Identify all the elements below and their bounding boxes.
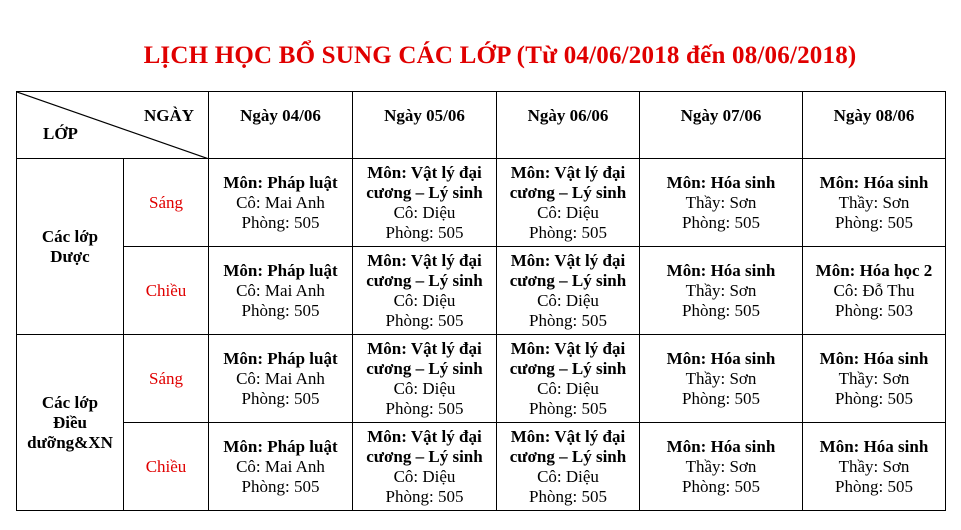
subject-name: Môn: Vật lý đại cương – Lý sinh xyxy=(509,426,627,466)
room-number: Phòng: 505 xyxy=(385,222,464,242)
day-header: Ngày 05/06 xyxy=(353,92,497,159)
day-header: Ngày 06/06 xyxy=(497,92,640,159)
page-title: LỊCH HỌC BỔ SUNG CÁC LỚP (Từ 04/06/2018 đến 08/06/2018) xyxy=(143,42,857,69)
room-number: Phòng: 505 xyxy=(241,212,320,232)
subject-name: Môn: Vật lý đại cương – Lý sinh xyxy=(366,338,483,378)
schedule-cell xyxy=(353,423,497,511)
session-label: Sáng xyxy=(124,159,209,247)
room-number: Phòng: 505 xyxy=(241,476,320,496)
corner-header xyxy=(17,92,209,159)
subject-name: Môn: Pháp luật xyxy=(223,348,338,368)
schedule-row xyxy=(17,335,946,423)
schedule-cell xyxy=(640,335,803,423)
schedule-cell xyxy=(209,159,353,247)
subject-name: Môn: Pháp luật xyxy=(223,260,338,280)
schedule-cell xyxy=(803,159,946,247)
room-number: Phòng: 503 xyxy=(835,300,913,320)
schedule-cell xyxy=(209,335,353,423)
class-group-label xyxy=(17,335,124,511)
room-number: Phòng: 505 xyxy=(682,388,760,408)
subject-name: Môn: Hóa học 2 xyxy=(815,260,933,280)
day-header: Ngày 04/06 xyxy=(209,92,353,159)
subject-name: Môn: Vật lý đại cương – Lý sinh xyxy=(509,250,627,290)
schedule-cell xyxy=(353,159,497,247)
schedule-cell xyxy=(209,247,353,335)
schedule-cell xyxy=(497,423,640,511)
schedule-row xyxy=(17,159,946,247)
teacher-name: Cô: Diệu xyxy=(537,378,599,398)
room-number: Phòng: 505 xyxy=(241,388,320,408)
class-group-name: Các lớp Dược xyxy=(41,226,99,266)
class-group-label xyxy=(17,159,124,335)
subject-name: Môn: Pháp luật xyxy=(223,172,338,192)
teacher-name: Thầy: Sơn xyxy=(838,456,910,476)
subject-name: Môn: Hóa sinh xyxy=(666,172,776,192)
header-row xyxy=(17,92,946,159)
schedule-cell xyxy=(209,423,353,511)
room-number: Phòng: 505 xyxy=(385,398,464,418)
schedule-cell xyxy=(803,335,946,423)
room-number: Phòng: 505 xyxy=(529,310,607,330)
teacher-name: Cô: Diệu xyxy=(537,290,599,310)
teacher-name: Cô: Diệu xyxy=(393,202,456,222)
schedule-cell xyxy=(497,159,640,247)
room-number: Phòng: 505 xyxy=(529,398,607,418)
teacher-name: Cô: Đỗ Thu xyxy=(833,280,915,300)
subject-name: Môn: Hóa sinh xyxy=(819,348,929,368)
teacher-name: Thầy: Sơn xyxy=(838,368,910,388)
room-number: Phòng: 505 xyxy=(835,388,913,408)
room-number: Phòng: 505 xyxy=(529,222,607,242)
room-number: Phòng: 505 xyxy=(835,212,913,232)
subject-name: Môn: Vật lý đại cương – Lý sinh xyxy=(366,426,483,466)
schedule-cell xyxy=(497,335,640,423)
schedule-cell xyxy=(640,159,803,247)
schedule-table xyxy=(16,91,946,511)
day-axis-label: NGÀY xyxy=(143,106,194,125)
teacher-name: Thầy: Sơn xyxy=(685,368,757,388)
room-number: Phòng: 505 xyxy=(385,310,464,330)
schedule-cell xyxy=(640,247,803,335)
subject-name: Môn: Vật lý đại cương – Lý sinh xyxy=(509,338,627,378)
teacher-name: Cô: Mai Anh xyxy=(236,456,325,476)
session-label: Chiều xyxy=(124,423,209,511)
schedule-cell xyxy=(353,335,497,423)
schedule-row xyxy=(17,247,946,335)
subject-name: Môn: Vật lý đại cương – Lý sinh xyxy=(509,162,627,202)
room-number: Phòng: 505 xyxy=(241,300,320,320)
day-header: Ngày 07/06 xyxy=(640,92,803,159)
teacher-name: Thầy: Sơn xyxy=(685,280,757,300)
teacher-name: Cô: Diệu xyxy=(393,290,456,310)
teacher-name: Cô: Mai Anh xyxy=(236,368,325,388)
room-number: Phòng: 505 xyxy=(682,300,760,320)
subject-name: Môn: Hóa sinh xyxy=(666,260,776,280)
room-number: Phòng: 505 xyxy=(682,212,760,232)
room-number: Phòng: 505 xyxy=(385,486,464,506)
subject-name: Môn: Pháp luật xyxy=(223,436,338,456)
session-label: Chiều xyxy=(124,247,209,335)
room-number: Phòng: 505 xyxy=(529,486,607,506)
subject-name: Môn: Hóa sinh xyxy=(819,172,929,192)
teacher-name: Cô: Diệu xyxy=(393,378,456,398)
session-label: Sáng xyxy=(124,335,209,423)
teacher-name: Thầy: Sơn xyxy=(838,192,910,212)
class-group-name: Các lớp Điều dưỡng&XN xyxy=(27,392,113,452)
schedule-cell xyxy=(640,423,803,511)
subject-name: Môn: Vật lý đại cương – Lý sinh xyxy=(366,250,483,290)
day-header: Ngày 08/06 xyxy=(803,92,946,159)
room-number: Phòng: 505 xyxy=(682,476,760,496)
class-axis-label: LỚP xyxy=(43,124,78,143)
teacher-name: Cô: Diệu xyxy=(393,466,456,486)
schedule-cell xyxy=(497,247,640,335)
teacher-name: Thầy: Sơn xyxy=(685,192,757,212)
room-number: Phòng: 505 xyxy=(835,476,913,496)
subject-name: Môn: Vật lý đại cương – Lý sinh xyxy=(366,162,483,202)
subject-name: Môn: Hóa sinh xyxy=(666,348,776,368)
schedule-row xyxy=(17,423,946,511)
teacher-name: Cô: Diệu xyxy=(537,202,599,222)
teacher-name: Thầy: Sơn xyxy=(685,456,757,476)
teacher-name: Cô: Mai Anh xyxy=(236,192,325,212)
subject-name: Môn: Hóa sinh xyxy=(819,436,929,456)
subject-name: Môn: Hóa sinh xyxy=(666,436,776,456)
teacher-name: Cô: Diệu xyxy=(537,466,599,486)
schedule-cell xyxy=(353,247,497,335)
schedule-cell xyxy=(803,423,946,511)
teacher-name: Cô: Mai Anh xyxy=(236,280,325,300)
schedule-cell xyxy=(803,247,946,335)
